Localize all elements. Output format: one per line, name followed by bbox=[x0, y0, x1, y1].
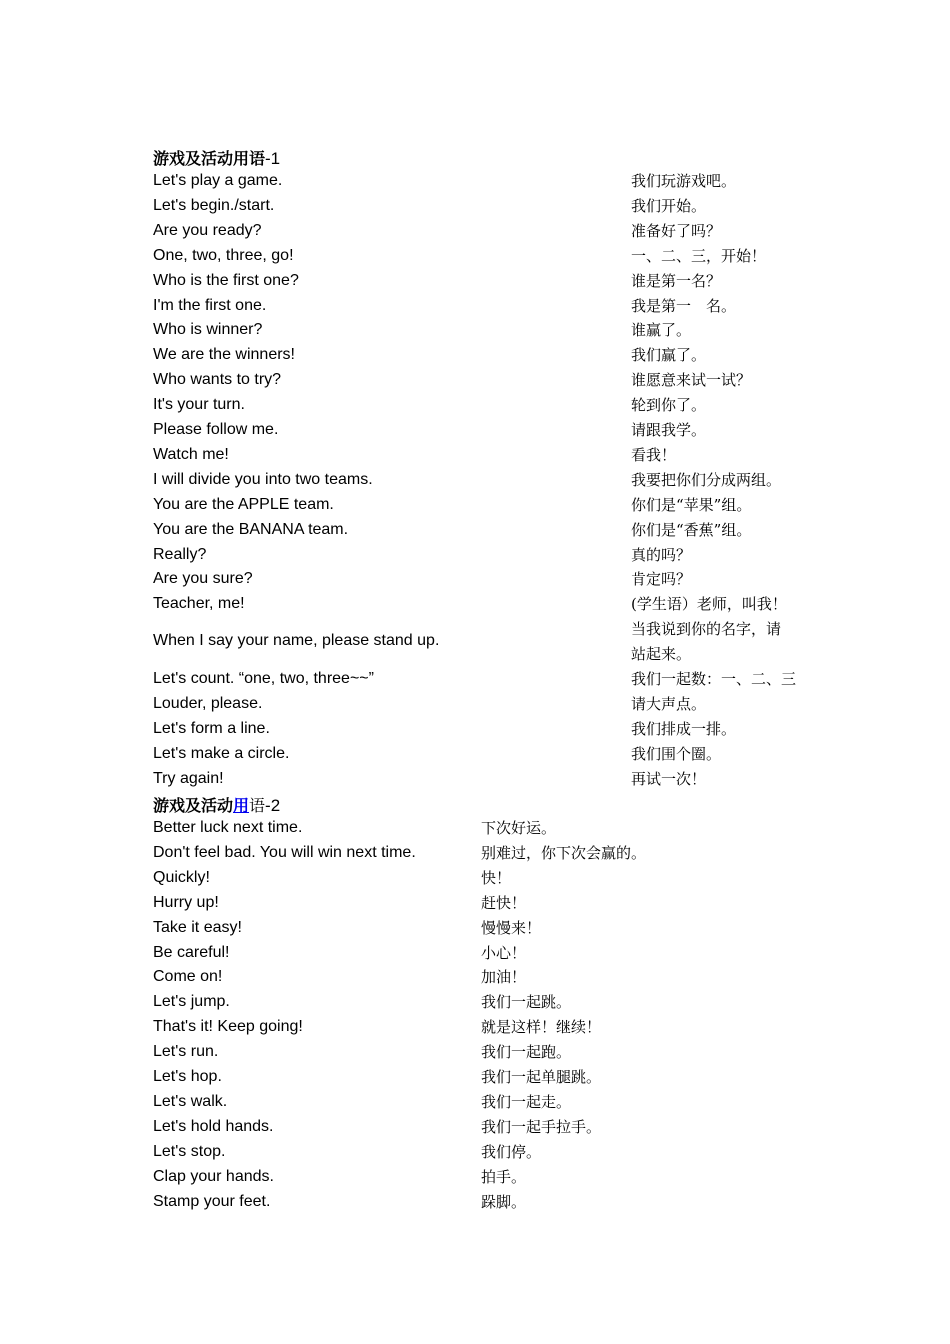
phrase-english: It's your turn. bbox=[153, 396, 245, 414]
phrase-chinese: 跺脚。 bbox=[481, 1192, 527, 1211]
phrase-english: Watch me! bbox=[153, 445, 229, 463]
phrase-chinese: 我们围个圈。 bbox=[631, 744, 722, 763]
phrase-english: Who is the first one? bbox=[153, 271, 299, 289]
phrase-english: Let's play a game. bbox=[153, 172, 283, 189]
phrase-chinese: 我们一起单腿跳。 bbox=[481, 1068, 602, 1086]
phrase-chinese: 谁是第一名？ bbox=[631, 271, 722, 290]
phrase-chinese: 请跟我学。 bbox=[631, 421, 707, 439]
phrase-english: Hurry up! bbox=[153, 893, 219, 911]
phrase-english: Let's walk. bbox=[153, 1092, 228, 1110]
phrase-chinese: (学生语）老师，叫我！ bbox=[631, 595, 787, 614]
phrase-english: Let's jump. bbox=[153, 993, 230, 1011]
phrase-chinese: 我们一起走。 bbox=[481, 1092, 572, 1111]
phrase-english: Try again! bbox=[153, 769, 224, 787]
phrase-chinese: 再试一次！ bbox=[631, 769, 707, 788]
phrase-english: Let's form a line. bbox=[153, 719, 270, 737]
phrase-english: Are you ready? bbox=[153, 221, 262, 239]
phrase-chinese: 当我说到你的名字，请 bbox=[631, 620, 782, 638]
phrase-chinese: 赶快！ bbox=[481, 893, 527, 912]
phrase-chinese: 我是第一 名。 bbox=[631, 296, 737, 315]
phrase-chinese: 拍手。 bbox=[481, 1167, 527, 1186]
phrase-english: Are you sure? bbox=[153, 570, 253, 588]
phrase-english: Stamp your feet. bbox=[153, 1192, 271, 1210]
section-2-title-text: 游戏及活动 bbox=[153, 796, 234, 815]
phrase-english: Let's count. “one, two, three~~” bbox=[153, 670, 374, 687]
phrase-chinese: 别难过，你下次会赢的。 bbox=[481, 843, 647, 862]
phrase-english: One, two, three, go! bbox=[153, 246, 294, 264]
phrase-chinese: 加油！ bbox=[481, 968, 527, 987]
phrase-chinese: 慢慢来！ bbox=[481, 918, 542, 937]
phrase-chinese: 准备好了吗？ bbox=[631, 221, 722, 240]
phrase-english: Let's hold hands. bbox=[153, 1117, 274, 1135]
phrase-chinese: 真的吗？ bbox=[631, 545, 692, 564]
section-2-title bbox=[153, 793, 280, 816]
phrase-chinese: 我们赢了。 bbox=[631, 346, 707, 365]
phrase-chinese: 我们一起数：一、二、三 bbox=[631, 670, 797, 688]
phrase-english: Come on! bbox=[153, 968, 223, 986]
phrase-english: We are the winners! bbox=[153, 346, 295, 364]
phrase-english: Let's begin./start. bbox=[153, 196, 275, 214]
section-1-title-number: -1 bbox=[265, 149, 281, 168]
phrase-english: I'm the first one. bbox=[153, 296, 267, 314]
phrase-english: Better luck next time. bbox=[153, 819, 303, 836]
phrase-chinese: 我们一起跑。 bbox=[481, 1043, 572, 1062]
phrase-chinese: 我们一起跳。 bbox=[481, 993, 572, 1012]
phrase-english: Let's run. bbox=[153, 1043, 219, 1061]
phrase-chinese: 我要把你们分成两组。 bbox=[631, 470, 782, 489]
phrase-chinese: 谁愿意来试一试？ bbox=[631, 371, 752, 390]
phrase-english: Don't feel bad. You will win next time. bbox=[153, 843, 416, 861]
phrase-english: Let's hop. bbox=[153, 1068, 222, 1085]
section-1-title-text: 游戏及活动用语 bbox=[153, 149, 266, 168]
phrase-chinese-continued: 站起来。 bbox=[631, 645, 692, 663]
phrase-english: Be careful! bbox=[153, 943, 230, 961]
phrase-english: Who wants to try? bbox=[153, 371, 282, 389]
phrase-english: Clap your hands. bbox=[153, 1167, 274, 1185]
phrase-english: That's it! Keep going! bbox=[153, 1018, 303, 1036]
phrase-chinese: 我们排成一排。 bbox=[631, 719, 737, 738]
section-2-title-number: -2 bbox=[265, 796, 281, 815]
phrase-chinese: 轮到你了。 bbox=[631, 396, 707, 415]
phrase-english: Quickly! bbox=[153, 868, 210, 886]
phrase-chinese: 就是这样！继续！ bbox=[481, 1018, 602, 1037]
phrase-english: Louder, please. bbox=[153, 694, 263, 712]
phrase-english: Let's make a circle. bbox=[153, 744, 290, 762]
phrase-chinese: 小心！ bbox=[481, 943, 527, 962]
phrase-english: Let's stop. bbox=[153, 1142, 226, 1160]
phrase-english: Teacher, me! bbox=[153, 595, 245, 613]
section-2-title-text-end: 语 bbox=[249, 796, 266, 815]
phrase-english: You are the APPLE team. bbox=[153, 495, 334, 513]
phrase-english: Who is winner? bbox=[153, 321, 263, 339]
phrase-chinese: 看我！ bbox=[631, 445, 677, 464]
phrase-chinese: 请大声点。 bbox=[631, 694, 707, 713]
phrase-chinese: 快！ bbox=[481, 868, 512, 887]
phrase-chinese: 我们一起手拉手。 bbox=[481, 1117, 602, 1136]
phrase-chinese: 我们玩游戏吧。 bbox=[631, 172, 737, 190]
phrase-chinese: 你们是“香蕉”组。 bbox=[631, 520, 752, 539]
phrase-english: Please follow me. bbox=[153, 421, 279, 438]
phrase-chinese: 一、二、三，开始！ bbox=[631, 246, 767, 265]
section-2-title-link[interactable]: 用 bbox=[233, 796, 250, 815]
phrase-english: I will divide you into two teams. bbox=[153, 470, 373, 488]
phrase-english: You are the BANANA team. bbox=[153, 520, 349, 538]
phrase-chinese: 肯定吗？ bbox=[631, 570, 692, 589]
phrase-english: When I say your name, please stand up. bbox=[153, 632, 440, 649]
phrase-english: Take it easy! bbox=[153, 918, 242, 936]
phrase-chinese: 我们停。 bbox=[481, 1142, 542, 1161]
phrase-chinese: 我们开始。 bbox=[631, 196, 707, 215]
phrase-chinese: 下次好运。 bbox=[481, 819, 557, 837]
phrase-chinese: 你们是“苹果”组。 bbox=[631, 495, 752, 514]
phrase-english: Really? bbox=[153, 545, 207, 563]
phrase-chinese: 谁赢了。 bbox=[631, 321, 692, 340]
section-1-title bbox=[153, 146, 280, 169]
